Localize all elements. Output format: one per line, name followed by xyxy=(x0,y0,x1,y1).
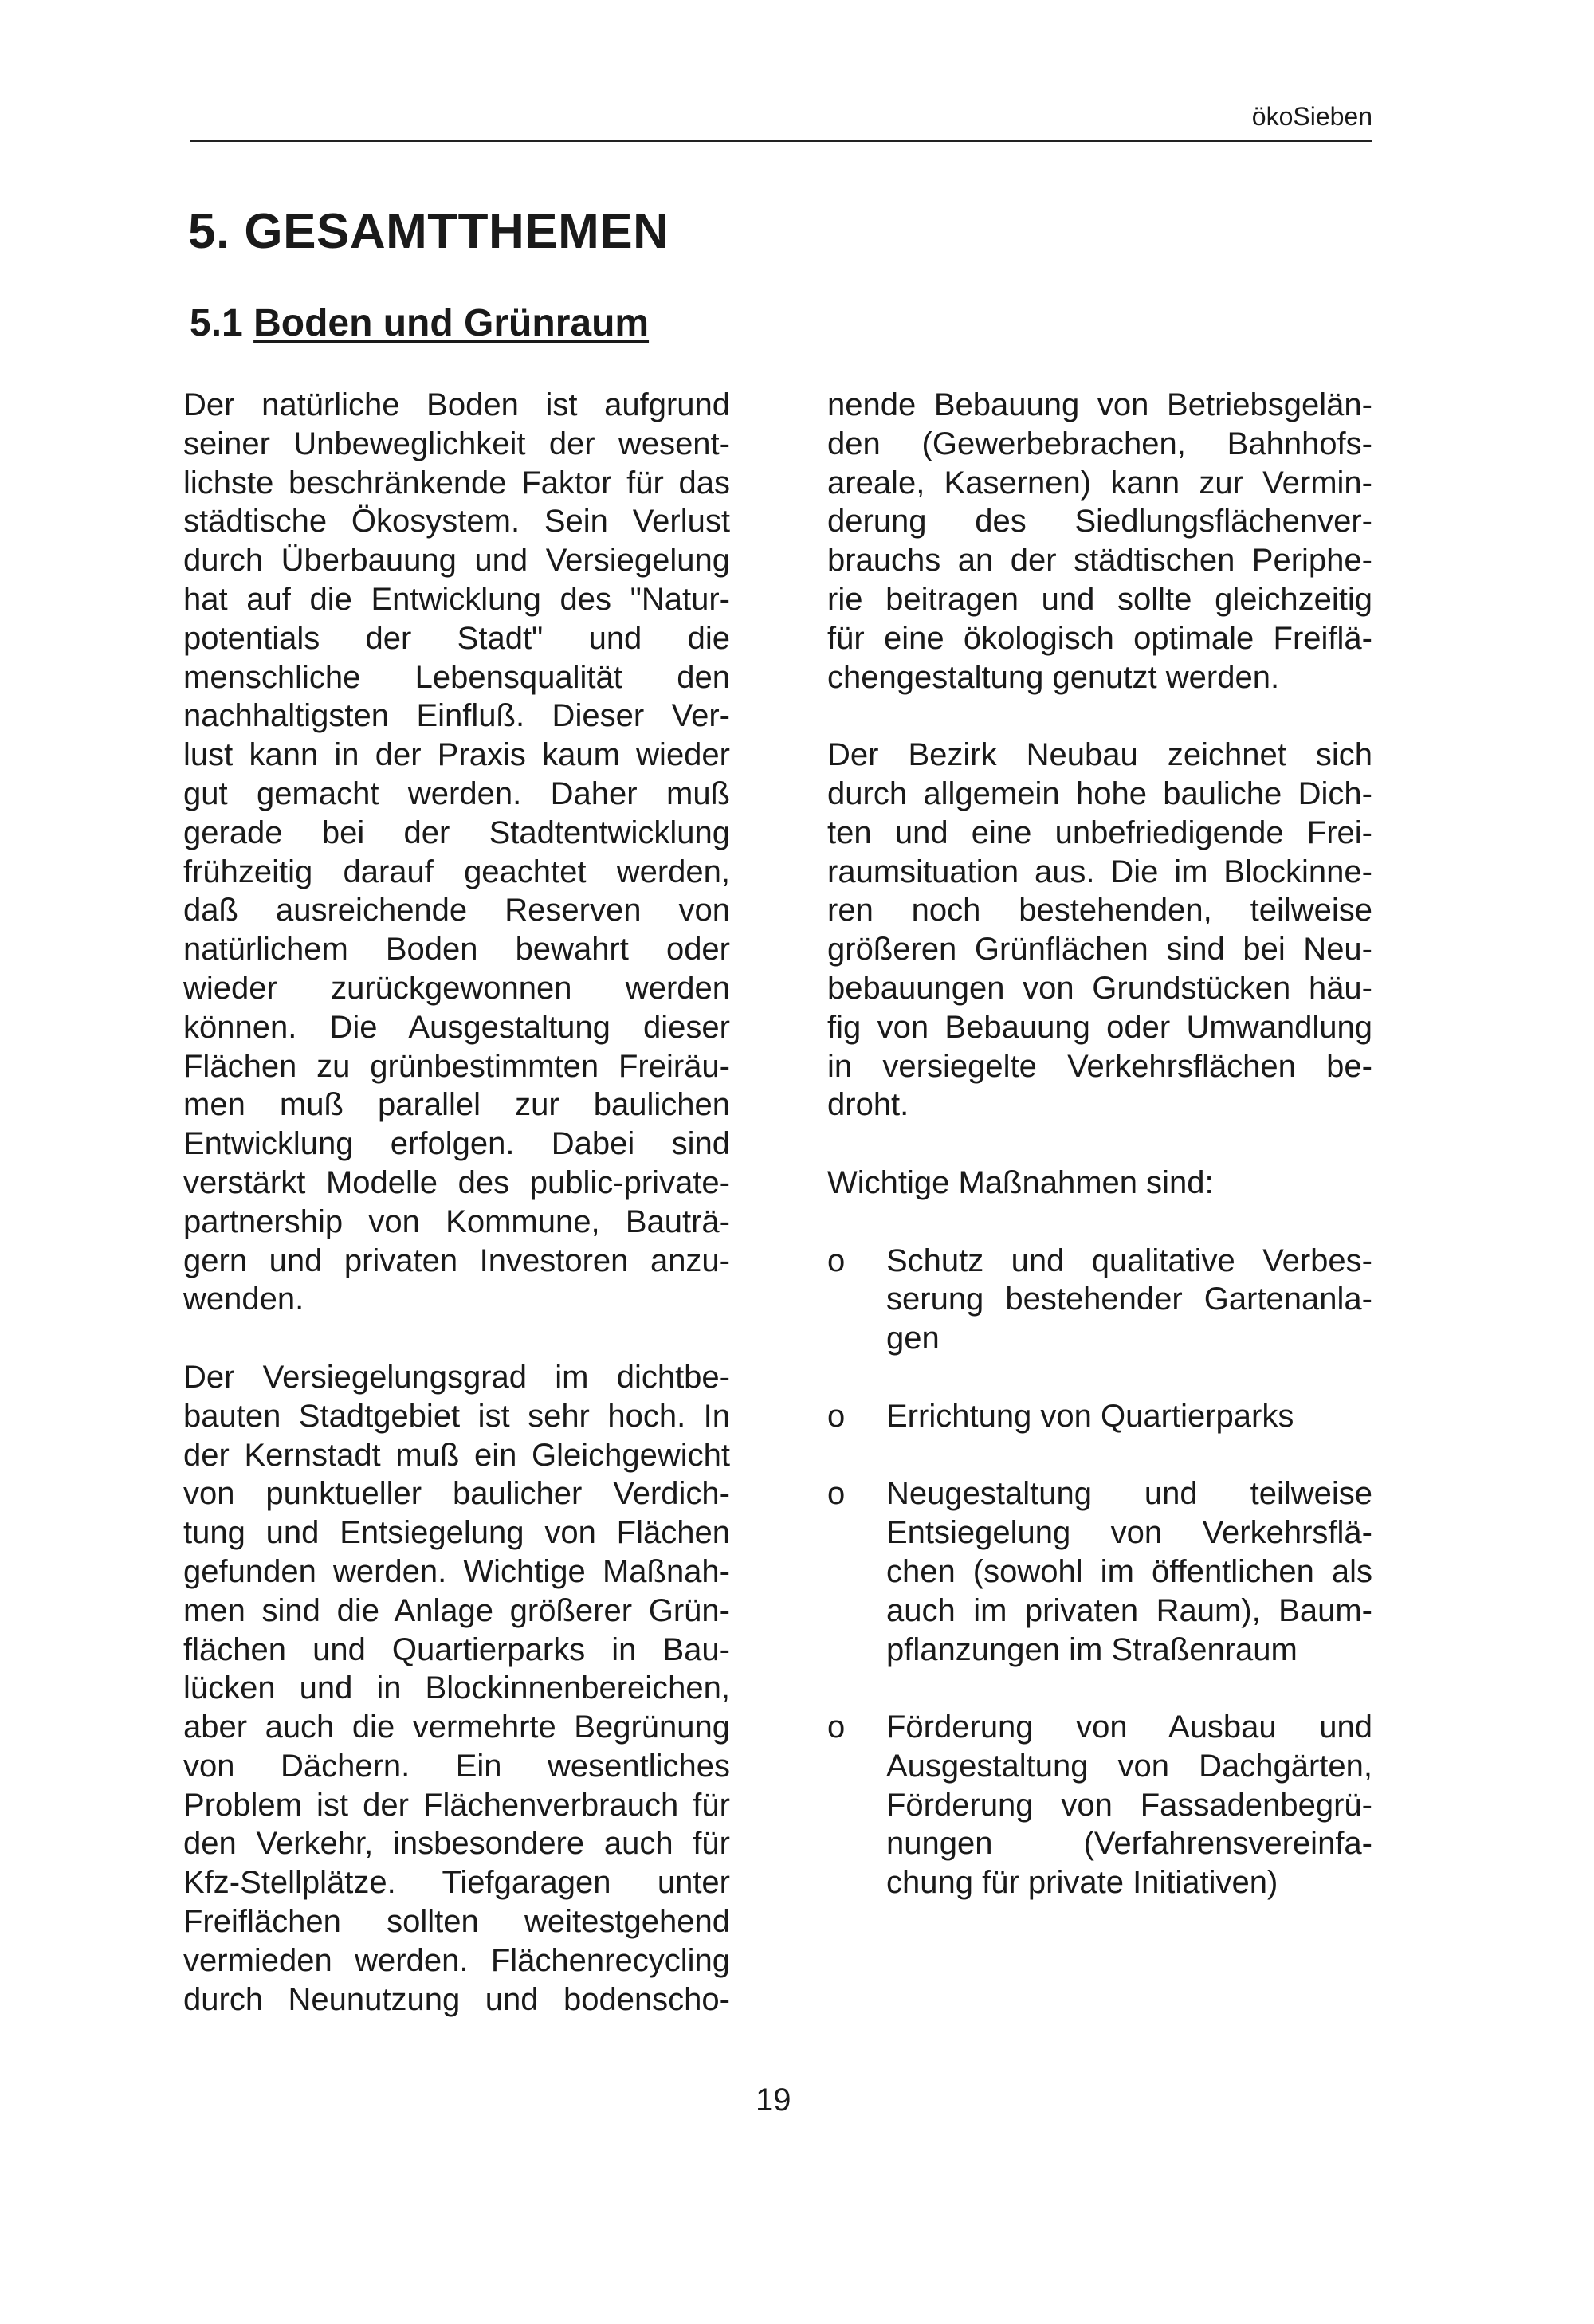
bullet-text xyxy=(886,1397,1372,1436)
text-line: gen xyxy=(886,1321,940,1356)
text-line: Förderung von Fassadenbegrü- xyxy=(886,1787,1372,1823)
text-line: Der natürliche Boden ist aufgrund xyxy=(183,387,730,422)
text-line: Entwicklung erfolgen. Dabei sind xyxy=(183,1126,730,1162)
text-line: den Verkehr, insbesondere auch für xyxy=(183,1826,730,1862)
text-line: fig von Bebauung oder Umwandlung xyxy=(827,1009,1372,1045)
paragraph xyxy=(183,386,730,1319)
header-rule xyxy=(190,140,1372,142)
text-line: Problem ist der Flächenverbrauch für xyxy=(183,1787,730,1823)
text-line: areale, Kasernen) kann zur Vermin- xyxy=(827,465,1372,501)
text-line: raumsituation aus. Die im Blockinne- xyxy=(827,854,1372,889)
page-number: 19 xyxy=(756,2083,791,2118)
text-line: wenden. xyxy=(183,1282,304,1317)
text-line: Freiflächen sollten weitestgehend xyxy=(183,1904,730,1940)
chapter-title: 5. GESAMTTHEMEN xyxy=(188,204,669,259)
bullet-item xyxy=(827,1242,1372,1358)
text-line: auch im privaten Raum), Baum- xyxy=(886,1592,1372,1628)
text-line: Ausgestaltung von Dachgärten, xyxy=(886,1748,1372,1784)
text-line: Der Versiegelungsgrad im dichtbe- xyxy=(183,1359,730,1395)
text-line: tung und Entsiegelung von Flächen xyxy=(183,1515,730,1551)
text-line: Wichtige Maßnahmen sind: xyxy=(827,1164,1214,1200)
text-line: ren noch bestehenden, teilweise xyxy=(827,893,1372,928)
text-line: den (Gewerbebrachen, Bahnhofs- xyxy=(827,426,1372,461)
bullet-item xyxy=(827,1708,1372,1902)
text-line: gerade bei der Stadtentwicklung xyxy=(183,815,730,850)
bullet-marker: o xyxy=(827,1242,846,1278)
text-line: frühzeitig darauf geachtet werden, xyxy=(183,854,730,889)
text-line: bebauungen von Grundstücken häu- xyxy=(827,970,1372,1006)
text-line: hat auf die Entwicklung des "Natur- xyxy=(183,581,730,617)
bullet-text xyxy=(886,1708,1372,1902)
text-line: von Dächern. Ein wesentliches xyxy=(183,1748,730,1784)
text-line: lust kann in der Praxis kaum wieder xyxy=(183,737,730,773)
text-line: chung für private Initiativen) xyxy=(886,1865,1278,1901)
text-line: durch Überbauung und Versiegelung xyxy=(183,543,730,579)
text-line: Neugestaltung und teilweise xyxy=(886,1476,1372,1512)
text-line: wieder zurückgewonnen werden xyxy=(183,970,730,1006)
text-line: nungen (Verfahrensvereinfa- xyxy=(886,1826,1372,1862)
text-line: pflanzungen im Straßenraum xyxy=(886,1631,1298,1667)
text-line: der Kernstadt muß ein Gleichgewicht xyxy=(183,1437,730,1473)
paragraph xyxy=(827,386,1372,697)
running-header: ökoSieben xyxy=(1251,102,1372,131)
text-line: nende Bebauung von Betriebsgelän- xyxy=(827,387,1372,422)
paragraph xyxy=(827,736,1372,1125)
text-line: vermieden werden. Flächenrecycling xyxy=(183,1942,730,1978)
text-line: verstärkt Modelle des public-private- xyxy=(183,1164,730,1200)
paragraph xyxy=(827,1164,1372,1203)
text-line: natürlichem Boden bewahrt oder xyxy=(183,932,730,968)
text-line: durch allgemein hohe bauliche Dich- xyxy=(827,775,1372,811)
text-line: bauten Stadtgebiet ist sehr hoch. In xyxy=(183,1398,730,1434)
text-line: lichste beschränkende Faktor für das xyxy=(183,465,730,501)
right-column xyxy=(827,386,1372,1941)
text-line: können. Die Ausgestaltung dieser xyxy=(183,1009,730,1045)
text-line: gut gemacht werden. Daher muß xyxy=(183,775,730,811)
text-line: für eine ökologisch optimale Freiflä- xyxy=(827,620,1372,656)
bullet-marker: o xyxy=(827,1476,846,1512)
text-line: chen (sowohl im öffentlichen als xyxy=(886,1553,1372,1589)
text-line: gefunden werden. Wichtige Maßnah- xyxy=(183,1553,730,1589)
text-line: potentials der Stadt" und die xyxy=(183,620,730,656)
bullet-marker: o xyxy=(827,1710,846,1745)
section-number: 5.1 xyxy=(190,302,243,344)
text-line: Flächen zu grünbestimmten Freiräu- xyxy=(183,1048,730,1084)
text-line: lücken und in Blockinnenbereichen, xyxy=(183,1670,730,1706)
text-line: aber auch die vermehrte Begrünung xyxy=(183,1710,730,1745)
text-line: derung des Siedlungsflächenver- xyxy=(827,504,1372,540)
text-line: chengestaltung genutzt werden. xyxy=(827,659,1280,695)
text-line: Errichtung von Quartierparks xyxy=(886,1398,1294,1434)
text-line: in versiegelte Verkehrsflächen be- xyxy=(827,1048,1372,1084)
text-line: nachhaltigsten Einfluß. Dieser Ver- xyxy=(183,698,730,734)
text-line: Kfz-Stellplätze. Tiefgaragen unter xyxy=(183,1865,730,1901)
text-line: serung bestehender Gartenanla- xyxy=(886,1282,1372,1317)
text-line: von punktueller baulicher Verdich- xyxy=(183,1476,730,1512)
section-title: Boden und Grünraum xyxy=(253,302,650,344)
bullet-marker: o xyxy=(827,1398,846,1434)
text-line: ten und eine unbefriedigende Frei- xyxy=(827,815,1372,850)
text-line: durch Neunutzung und bodenscho- xyxy=(183,1981,730,2017)
text-line: daß ausreichende Reserven von xyxy=(183,893,730,928)
text-line: größeren Grünflächen sind bei Neu- xyxy=(827,932,1372,968)
text-line: rie beitragen und sollte gleichzeitig xyxy=(827,581,1372,617)
text-line: flächen und Quartierparks in Bau- xyxy=(183,1631,730,1667)
paragraph xyxy=(183,1358,730,2020)
text-line: brauchs an der städtischen Periphe- xyxy=(827,543,1372,579)
bullet-item xyxy=(827,1474,1372,1669)
left-column xyxy=(183,386,730,2058)
text-line: menschliche Lebensqualität den xyxy=(183,659,730,695)
text-line: droht. xyxy=(827,1087,909,1123)
bullet-item xyxy=(827,1397,1372,1436)
section-heading xyxy=(190,301,649,345)
text-line: städtische Ökosystem. Sein Verlust xyxy=(183,504,730,540)
text-line: seiner Unbeweglichkeit der wesent- xyxy=(183,426,730,461)
text-line: Entsiegelung von Verkehrsflä- xyxy=(886,1515,1372,1551)
text-line: men sind die Anlage größerer Grün- xyxy=(183,1592,730,1628)
bullet-text xyxy=(886,1474,1372,1669)
bullet-text xyxy=(886,1242,1372,1358)
text-line: Förderung von Ausbau und xyxy=(886,1710,1372,1745)
text-line: men muß parallel zur baulichen xyxy=(183,1087,730,1123)
text-line: Schutz und qualitative Verbes- xyxy=(886,1242,1372,1278)
text-line: gern und privaten Investoren anzu- xyxy=(183,1242,730,1278)
text-line: Der Bezirk Neubau zeichnet sich xyxy=(827,737,1372,773)
text-line: partnership von Kommune, Bauträ- xyxy=(183,1203,730,1239)
